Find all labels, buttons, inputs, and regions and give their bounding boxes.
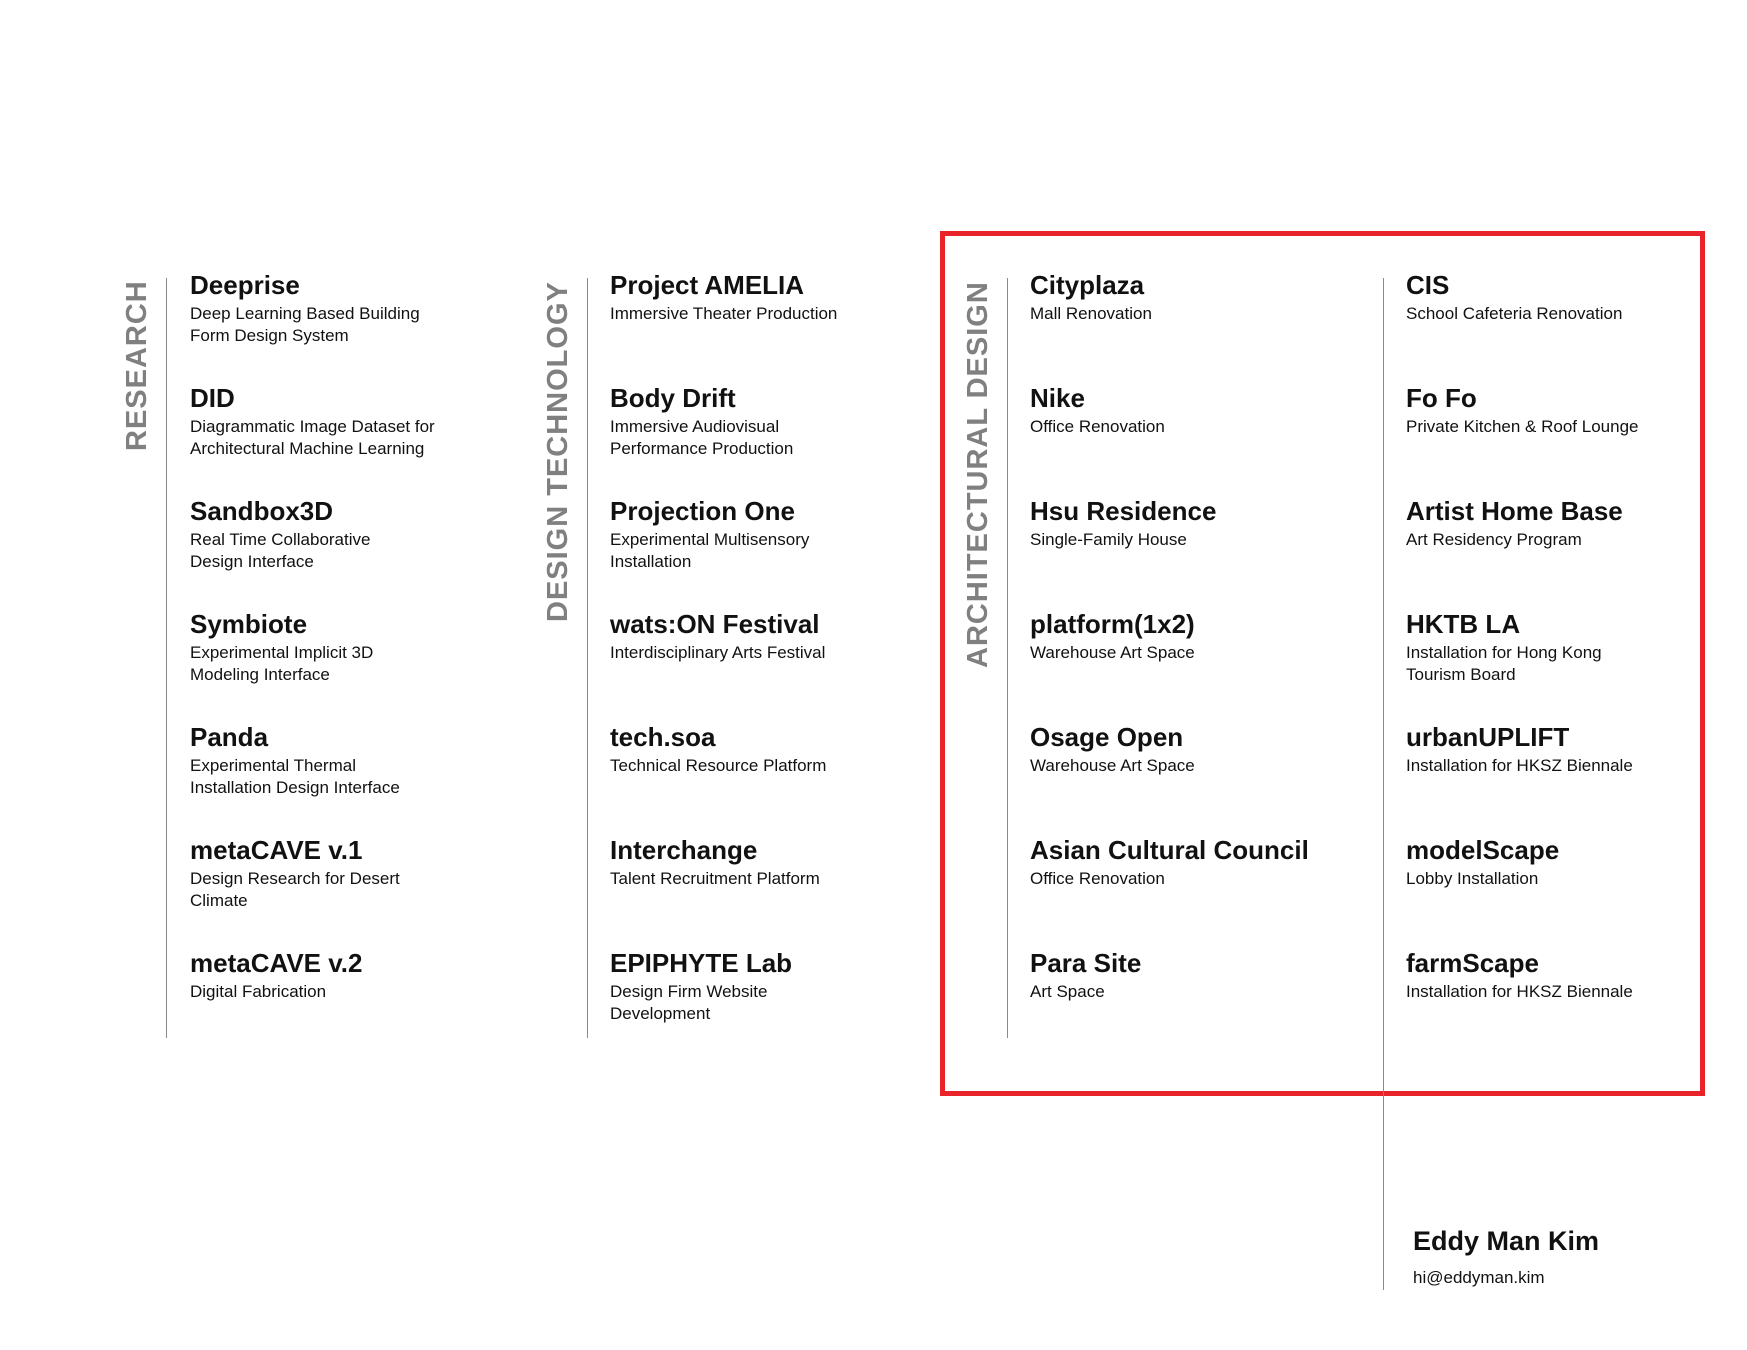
project-title[interactable]: Fo Fo [1406, 383, 1477, 413]
project-subtitle: Diagrammatic Image Dataset for Architectural Machine Learning [190, 417, 435, 458]
project-title[interactable]: metaCAVE v.2 [190, 948, 363, 978]
architectural-design-divider [1007, 278, 1008, 1038]
project-item-para-site[interactable] [1030, 948, 1390, 1003]
project-subtitle: Deep Learning Based Building Form Design System [190, 304, 420, 345]
project-title[interactable]: Asian Cultural Council [1030, 835, 1309, 865]
project-item-did[interactable] [190, 383, 550, 460]
project-subtitle: Lobby Installation [1406, 869, 1539, 888]
project-title[interactable]: modelScape [1406, 835, 1560, 865]
project-item-body-drift[interactable] [610, 383, 970, 460]
project-title[interactable]: CIS [1406, 270, 1450, 300]
project-title[interactable]: Sandbox3D [190, 496, 334, 526]
project-title[interactable]: farmScape [1406, 948, 1539, 978]
project-item-metacave-v1[interactable] [190, 835, 550, 912]
project-title[interactable]: Osage Open [1030, 722, 1184, 752]
project-item-urbanuplift[interactable] [1406, 722, 1686, 777]
project-subtitle: Experimental Multisensory Installation [610, 530, 810, 571]
project-item-modelscape[interactable] [1406, 835, 1686, 890]
project-subtitle: Art Space [1030, 982, 1105, 1001]
project-title[interactable]: tech.soa [610, 722, 716, 752]
project-item-artist-home-base[interactable] [1406, 496, 1686, 551]
project-item-hktb-la[interactable] [1406, 609, 1686, 686]
project-subtitle: Mall Renovation [1030, 304, 1152, 323]
project-subtitle: Immersive Audiovisual Performance Production [610, 417, 794, 458]
project-title[interactable]: DID [190, 383, 235, 413]
section-label-research: RESEARCH [121, 280, 153, 451]
project-subtitle: Installation for HKSZ Biennale [1406, 756, 1633, 775]
project-title[interactable]: Panda [190, 722, 269, 752]
project-title[interactable]: Interchange [610, 835, 758, 865]
project-item-projection-one[interactable] [610, 496, 970, 573]
project-title[interactable]: Hsu Residence [1030, 496, 1217, 526]
project-title[interactable]: platform(1x2) [1030, 609, 1195, 639]
project-subtitle: Talent Recruitment Platform [610, 869, 820, 888]
project-subtitle: Warehouse Art Space [1030, 643, 1195, 662]
project-item-deeprise[interactable] [190, 270, 550, 347]
project-item-tech-soa[interactable] [610, 722, 970, 777]
project-item-metacave-v2[interactable] [190, 948, 550, 1003]
project-subtitle: School Cafeteria Renovation [1406, 304, 1623, 323]
project-item-osage-open[interactable] [1030, 722, 1390, 777]
project-subtitle: Installation for HKSZ Biennale [1406, 982, 1633, 1001]
project-title[interactable]: Deeprise [190, 270, 300, 300]
project-subtitle: Art Residency Program [1406, 530, 1582, 549]
project-subtitle: Digital Fabrication [190, 982, 327, 1001]
project-title[interactable]: Project AMELIA [610, 270, 805, 300]
project-item-sandbox3d[interactable] [190, 496, 550, 573]
project-subtitle: Interdisciplinary Arts Festival [610, 643, 826, 662]
project-subtitle: Office Renovation [1030, 869, 1165, 888]
project-title[interactable]: Projection One [610, 496, 795, 526]
contact-name: Eddy Man Kim [1413, 1226, 1600, 1256]
project-subtitle: Real Time Collaborative Design Interface [190, 530, 371, 571]
project-subtitle: Design Firm Website Development [610, 982, 768, 1023]
project-item-cis[interactable] [1406, 270, 1686, 325]
project-item-watson-festival[interactable] [610, 609, 970, 664]
project-subtitle: Technical Resource Platform [610, 756, 827, 775]
project-item-interchange[interactable] [610, 835, 970, 890]
project-item-cityplaza[interactable] [1030, 270, 1390, 325]
project-subtitle: Warehouse Art Space [1030, 756, 1195, 775]
research-divider [166, 278, 167, 1038]
project-subtitle: Installation for Hong Kong Tourism Board [1406, 643, 1602, 684]
project-item-epiphyte-lab[interactable] [610, 948, 970, 1025]
project-title[interactable]: urbanUPLIFT [1406, 722, 1570, 752]
project-title[interactable]: Symbiote [190, 609, 308, 639]
project-item-farmscape[interactable] [1406, 948, 1686, 1003]
project-item-fo-fo[interactable] [1406, 383, 1686, 438]
section-label-architectural-design: ARCHITECTURAL DESIGN [962, 281, 994, 668]
project-item-symbiote[interactable] [190, 609, 550, 686]
project-title[interactable]: Para Site [1030, 948, 1142, 978]
project-subtitle: Single-Family House [1030, 530, 1187, 549]
project-item-project-amelia[interactable] [610, 270, 970, 325]
project-item-hsu-residence[interactable] [1030, 496, 1390, 551]
project-item-nike[interactable] [1030, 383, 1390, 438]
project-subtitle: Private Kitchen & Roof Lounge [1406, 417, 1639, 436]
project-subtitle: Immersive Theater Production [610, 304, 838, 323]
project-title[interactable]: Artist Home Base [1406, 496, 1623, 526]
project-subtitle: Office Renovation [1030, 417, 1165, 436]
project-title[interactable]: Cityplaza [1030, 270, 1145, 300]
project-title[interactable]: HKTB LA [1406, 609, 1521, 639]
project-title[interactable]: metaCAVE v.1 [190, 835, 363, 865]
project-subtitle: Experimental Thermal Installation Design Interface [190, 756, 400, 797]
project-title[interactable]: wats:ON Festival [610, 609, 820, 639]
project-subtitle: Design Research for Desert Climate [190, 869, 400, 910]
project-item-platform-1x2[interactable] [1030, 609, 1390, 664]
project-subtitle: Experimental Implicit 3D Modeling Interface [190, 643, 374, 684]
design-technology-divider [587, 278, 588, 1038]
section-label-design-technology: DESIGN TECHNOLOGY [542, 281, 574, 622]
project-item-panda[interactable] [190, 722, 550, 799]
project-title[interactable]: Body Drift [610, 383, 736, 413]
project-title[interactable]: Nike [1030, 383, 1085, 413]
project-title[interactable]: EPIPHYTE Lab [610, 948, 793, 978]
project-item-asian-cultural-council[interactable] [1030, 835, 1390, 890]
contact-email-link[interactable]: hi@eddyman.kim [1413, 1268, 1545, 1287]
